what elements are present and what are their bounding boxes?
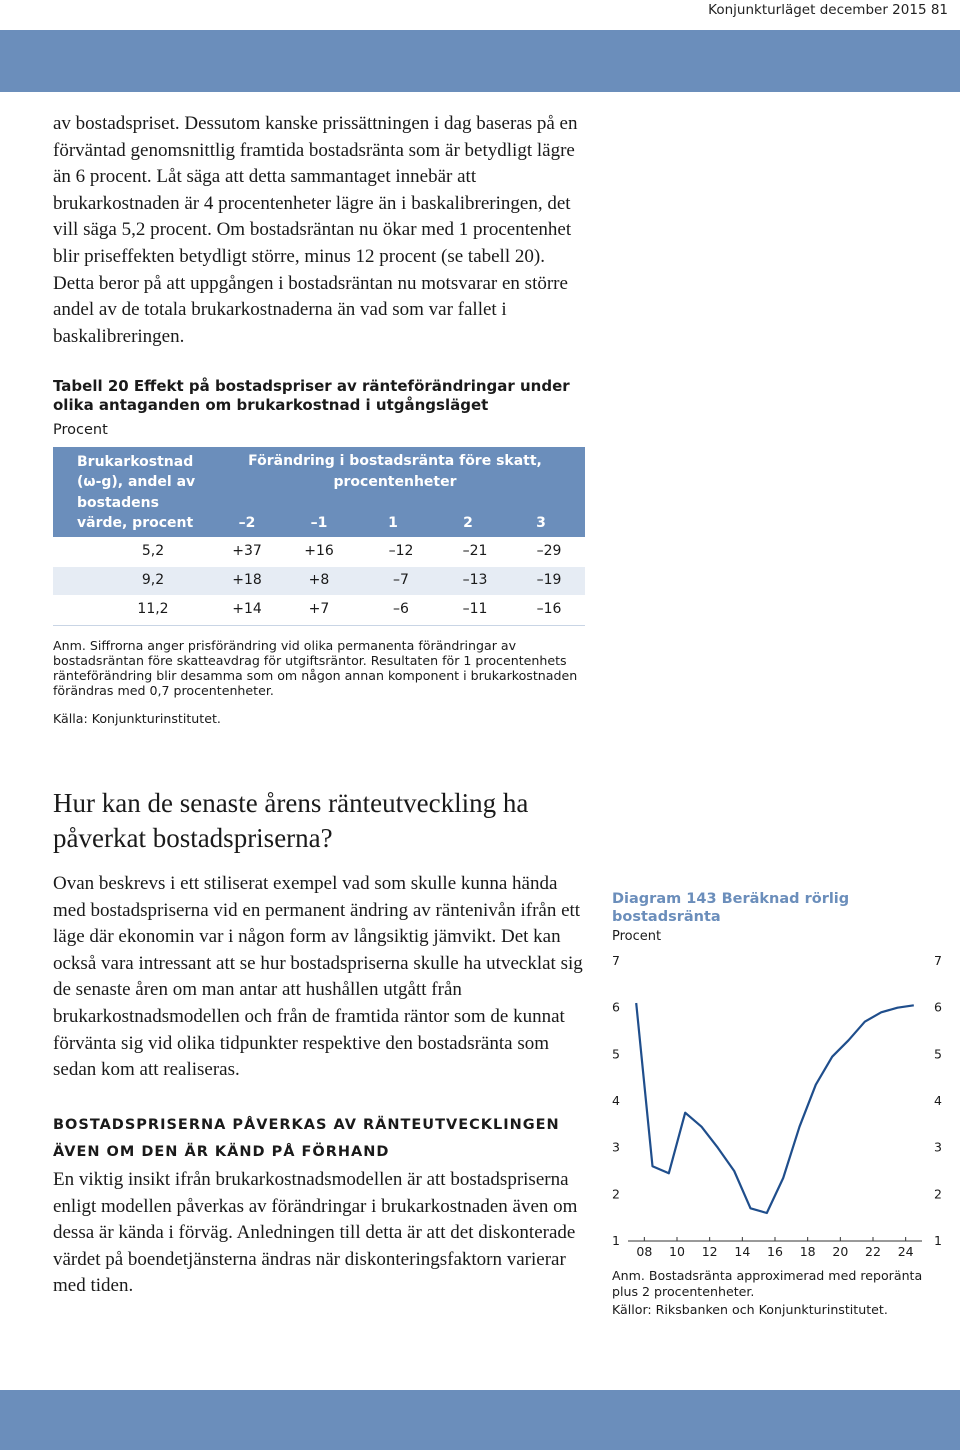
header-band bbox=[0, 30, 960, 92]
x-tick-label: 22 bbox=[865, 1244, 881, 1259]
col-header: –2 bbox=[238, 515, 256, 531]
x-tick-label: 08 bbox=[636, 1244, 653, 1259]
chart-title: Diagram 143 Beräknad rörlig bostadsränta bbox=[612, 891, 850, 925]
chart-source: Källor: Riksbanken och Konjunkturinstitutet. bbox=[612, 1302, 888, 1317]
col-header-line-3: bostadens bbox=[77, 495, 159, 511]
section-heading: Hur kan de senaste årens ränteutveckling ha påverkat bostadspriserna? bbox=[53, 788, 529, 853]
y-tick-label-right: 2 bbox=[934, 1186, 942, 1202]
x-tick-label: 12 bbox=[701, 1244, 718, 1259]
subheading: BOSTADSPRISERNA PÅVERKAS AV RÄNTEUTVECKLINGEN ÄVEN OM DEN ÄR KÄND PÅ FÖRHAND bbox=[53, 1117, 560, 1160]
col-header-line-1: Brukarkostnad bbox=[77, 454, 194, 470]
table-cell: –11 bbox=[462, 601, 488, 617]
table-cell: –13 bbox=[462, 572, 488, 588]
line-chart bbox=[600, 945, 950, 1265]
x-tick-label: 16 bbox=[767, 1244, 783, 1259]
y-tick-label-right: 4 bbox=[934, 1093, 942, 1108]
table-cell: –6 bbox=[393, 601, 409, 617]
col-header: 2 bbox=[463, 515, 473, 531]
table-cell: +18 bbox=[232, 572, 262, 588]
table-cell: +16 bbox=[304, 543, 334, 559]
table-cell: +8 bbox=[308, 572, 330, 588]
y-tick-label-right: 5 bbox=[934, 1046, 942, 1062]
table-cell: –12 bbox=[388, 543, 414, 559]
series-line bbox=[636, 1003, 914, 1213]
y-tick-label-left: 2 bbox=[612, 1186, 620, 1202]
col-header-line-4: värde, procent bbox=[77, 515, 194, 531]
y-tick-label-right: 1 bbox=[934, 1233, 942, 1248]
running-header: Konjunkturläget december 2015 81 bbox=[708, 2, 948, 18]
table-header bbox=[53, 447, 585, 537]
table-cell: –7 bbox=[393, 572, 409, 588]
x-tick-label: 24 bbox=[897, 1244, 914, 1259]
y-tick-label-left: 4 bbox=[612, 1093, 620, 1108]
table-cell: –21 bbox=[462, 543, 488, 559]
table-bottom-rule bbox=[53, 625, 585, 626]
group-header: Förändring i bostadsränta före skatt, procentenheter bbox=[248, 453, 542, 490]
table-cell: +37 bbox=[232, 543, 262, 559]
chart-unit: Procent bbox=[612, 929, 662, 944]
page-header bbox=[0, 0, 960, 92]
x-tick-label: 14 bbox=[734, 1244, 751, 1259]
col-header: –1 bbox=[310, 515, 328, 531]
x-tick-label: 18 bbox=[799, 1244, 816, 1259]
section-paragraph: Ovan beskrevs i ett stiliserat exempel vad som skulle kunna hända med bostadspriserna vid en permanent ändring av räntenivån ifrån ett läge där ekonomin var i någon form av långsiktig jämvikt. Det kan också vara intressant att se hur bostadspriserna skulle ha utvecklat sig de senaste åren om man antar att hushållen utgått från brukarkostnadsmodellen och från de framtida räntor som de kunnat förvänta sig vid olika tidpunkter respektive den bostadsränta som sedan kom att realiseras. bbox=[53, 873, 583, 1081]
y-tick-label-left: 3 bbox=[612, 1139, 620, 1155]
table-row bbox=[53, 567, 585, 595]
row-label: 5,2 bbox=[141, 543, 165, 559]
table-row bbox=[53, 538, 585, 566]
y-tick-label-right: 7 bbox=[934, 953, 942, 968]
col-header-line-2: (ω-g), andel av bbox=[77, 474, 196, 490]
col-header: 3 bbox=[536, 515, 546, 531]
x-tick-label: 20 bbox=[832, 1244, 849, 1259]
y-tick-label-left: 5 bbox=[612, 1046, 620, 1062]
footer-band bbox=[0, 1390, 960, 1450]
chart-note: Anm. Bostadsränta approximerad med reporänta plus 2 procentenheter. bbox=[612, 1268, 923, 1299]
table-cell: +7 bbox=[308, 601, 330, 617]
table-cell: –19 bbox=[536, 572, 562, 588]
y-tick-label-left: 7 bbox=[612, 953, 620, 968]
y-tick-label-right: 6 bbox=[934, 999, 942, 1015]
table-cell: +14 bbox=[232, 601, 262, 617]
y-tick-label-left: 1 bbox=[612, 1233, 620, 1248]
table-source: Källa: Konjunkturinstitutet. bbox=[53, 711, 221, 726]
y-tick-label-right: 3 bbox=[934, 1139, 942, 1155]
col-header: 1 bbox=[388, 515, 398, 531]
sub-paragraph: En viktig insikt ifrån brukarkostnadsmodellen är att bostadspriserna enligt modellen påverkas av förändringar i brukarkostnaden även om dessa är kända i förväg. Anledningen till detta är att det diskonterade värdet på boendetjänsterna ändras när diskonteringsfaktorn varierar med tiden. bbox=[53, 1169, 578, 1297]
row-label: 11,2 bbox=[137, 601, 169, 617]
table-note: Anm. Siffrorna anger prisförändring vid olika permanenta förändringar av bostadsräntan före skatteavdrag för utgiftsräntor. Resultaten för 1 procentenhets ränteförändring blir desamma som om någon annan komponent i brukarkostnaden förändras med 0,7 procentenheter. bbox=[53, 638, 578, 698]
table-unit: Procent bbox=[53, 422, 108, 438]
table-cell: –16 bbox=[536, 601, 562, 617]
row-label: 9,2 bbox=[141, 572, 165, 588]
table-title: Tabell 20 Effekt på bostadspriser av ränteförändringar under olika antaganden om brukarkostnad i utgångsläget bbox=[53, 377, 570, 414]
x-tick-label: 10 bbox=[669, 1244, 685, 1259]
table-row bbox=[53, 596, 585, 624]
intro-paragraph: av bostadspriset. Dessutom kanske prissättningen i dag baseras på en förväntad genomsnittlig framtida bostadsränta som är betydligt lägre än 6 procent. Låt säga att detta sammantaget innebär att brukarkostnaden är 4 procentenheter lägre än i baskalibreringen, det vill säga 5,2 procent. Om bostadsräntan nu ökar med 1 procentenhet blir priseffekten betydligt större, minus 12 procent (se tabell 20). Detta beror på att uppgången i bostadsräntan nu motsvarar en större andel av de totala brukarkostnaderna än vad som var fallet i baskalibreringen. bbox=[53, 113, 578, 347]
table-cell: –29 bbox=[536, 543, 562, 559]
y-tick-label-left: 6 bbox=[612, 999, 620, 1015]
